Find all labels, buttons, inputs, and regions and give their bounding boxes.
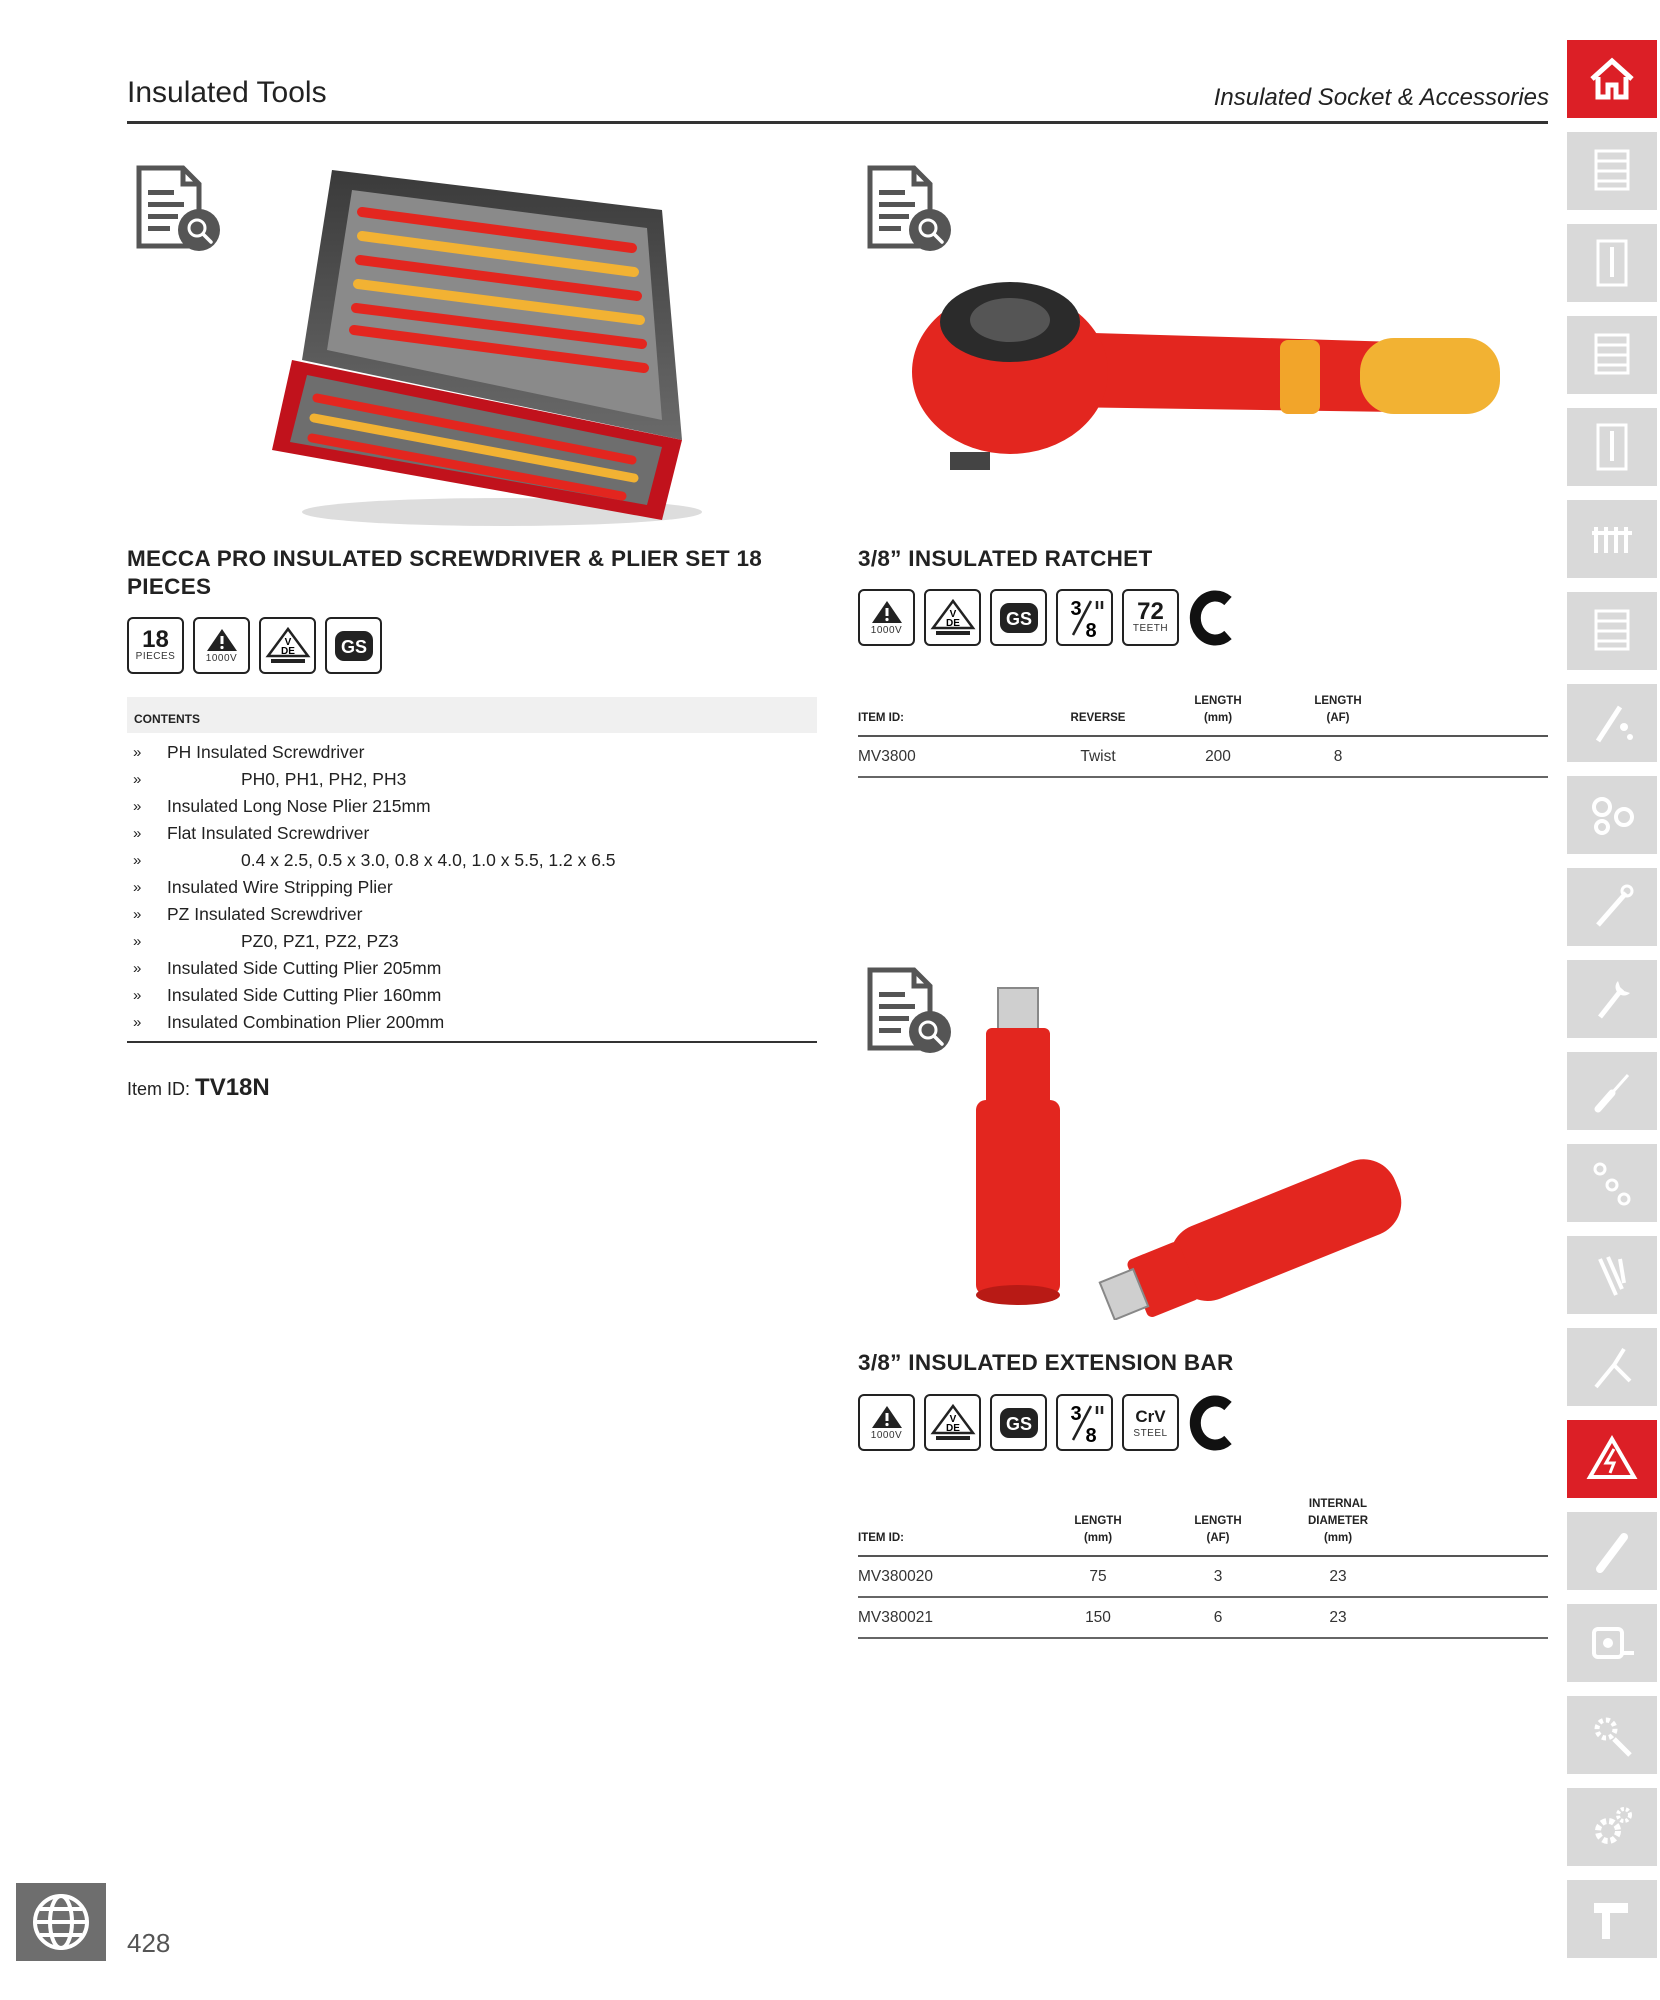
sidebar-item-tool-chest[interactable] bbox=[1567, 592, 1657, 670]
product-title: MECCA PRO INSULATED SCREWDRIVER & PLIER SET 18 PIECES bbox=[127, 546, 763, 599]
column-header: LENGTH (mm) bbox=[1158, 693, 1278, 736]
voltage-badge: 1000V bbox=[858, 589, 915, 646]
column-header: LENGTH (AF) bbox=[1158, 1496, 1278, 1556]
teeth-badge: 72 TEETH bbox=[1122, 589, 1179, 646]
sidebar-item-tool-trolley[interactable] bbox=[1567, 316, 1657, 394]
product-title: 3/8” INSULATED RATCHET bbox=[858, 546, 1153, 571]
fraction-mark-icon bbox=[1063, 595, 1107, 641]
pieces-badge: 18 PIECES bbox=[127, 617, 184, 674]
air-tools-icon bbox=[1586, 1893, 1638, 1945]
ratchet-spec-table bbox=[858, 693, 1548, 778]
column-header: LENGTH (mm) bbox=[1038, 1496, 1158, 1556]
sidebar-item-ratchet-wrench[interactable] bbox=[1567, 684, 1657, 762]
gs-mark-icon bbox=[332, 626, 376, 666]
item-id-cell: MV380020 bbox=[858, 1556, 1038, 1597]
product-details-icon[interactable] bbox=[864, 164, 956, 256]
sidebar-item-socket-set[interactable] bbox=[1567, 776, 1657, 854]
ratchet-wrench-icon bbox=[1586, 697, 1638, 749]
sidebar-item-insulated-tools[interactable] bbox=[1567, 1420, 1657, 1498]
c-logo-icon bbox=[1188, 1394, 1236, 1451]
gs-badge bbox=[325, 617, 382, 674]
list-item: » PZ0, PZ1, PZ2, PZ3 bbox=[133, 931, 399, 951]
sidebar-item-screwdriver[interactable] bbox=[1567, 1052, 1657, 1130]
sidebar-item-tape-measure[interactable] bbox=[1567, 1604, 1657, 1682]
header-divider bbox=[127, 121, 1548, 124]
list-item: » Insulated Long Nose Plier 215mm bbox=[133, 796, 431, 816]
contents-divider bbox=[127, 1041, 817, 1043]
website-link[interactable] bbox=[16, 1883, 106, 1961]
contents-header-bar bbox=[127, 697, 817, 733]
list-item: » Insulated Combination Plier 200mm bbox=[133, 1012, 445, 1032]
list-item: » PZ Insulated Screwdriver bbox=[133, 904, 363, 924]
reverse-cell: Twist bbox=[1038, 736, 1158, 777]
sidebar-item-gear-tools[interactable] bbox=[1567, 1696, 1657, 1774]
svg-text:DE: DE bbox=[945, 617, 960, 629]
vde-badge bbox=[259, 617, 316, 674]
column-header: INTERNAL DIAMETER (mm) bbox=[1278, 1496, 1398, 1556]
vde-mark-icon bbox=[265, 626, 311, 666]
contents-label: CONTENTS bbox=[134, 712, 200, 726]
sidebar-item-multitool[interactable] bbox=[1567, 1236, 1657, 1314]
column-header: LENGTH (AF) bbox=[1278, 693, 1398, 736]
drive-size-badge bbox=[1056, 589, 1113, 646]
sidebar-item-wrench[interactable] bbox=[1567, 868, 1657, 946]
list-item: » 0.4 x 2.5, 0.5 x 3.0, 0.8 x 4.0, 1.0 x 5.5, 1.2 x 6.5 bbox=[133, 850, 616, 870]
list-item: » Insulated Side Cutting Plier 205mm bbox=[133, 958, 442, 978]
sidebar-item-tool-tray[interactable] bbox=[1567, 224, 1657, 302]
table-row bbox=[858, 736, 1548, 777]
multitool-icon bbox=[1586, 1249, 1638, 1301]
warning-icon bbox=[205, 627, 239, 653]
svg-text:V: V bbox=[949, 608, 956, 620]
product-title: 3/8” INSULATED EXTENSION BAR bbox=[858, 1350, 1234, 1375]
c-logo-icon bbox=[1188, 589, 1236, 646]
fraction-mark-icon bbox=[1063, 1400, 1107, 1446]
svg-text:GS: GS bbox=[1005, 1413, 1032, 1434]
svg-text:DE: DE bbox=[945, 1422, 960, 1434]
svg-text:GS: GS bbox=[1005, 608, 1032, 629]
socket-set-icon bbox=[1586, 789, 1638, 841]
column-header: REVERSE bbox=[1038, 693, 1158, 736]
sidebar-item-pliers[interactable] bbox=[1567, 1328, 1657, 1406]
item-id: Item ID: TV18N bbox=[127, 1074, 270, 1101]
voltage-badge: 1000V bbox=[858, 1394, 915, 1451]
svg-text:GS: GS bbox=[340, 636, 367, 657]
warning-icon bbox=[870, 1404, 904, 1430]
item-id-cell: MV380021 bbox=[858, 1597, 1038, 1638]
contents-list bbox=[127, 742, 817, 1039]
globe-icon bbox=[31, 1892, 91, 1952]
length-mm-cell: 75 bbox=[1038, 1556, 1158, 1597]
crv-steel-badge: CrV STEEL bbox=[1122, 1394, 1179, 1451]
svg-text:8: 8 bbox=[1084, 619, 1097, 641]
bits-icon bbox=[1586, 1157, 1638, 1209]
gear-tools-icon bbox=[1586, 1709, 1638, 1761]
wrench-icon bbox=[1586, 881, 1638, 933]
screwdriver-plier-set-image bbox=[262, 160, 742, 532]
length-mm-cell: 200 bbox=[1158, 736, 1278, 777]
gs-mark-icon bbox=[997, 598, 1041, 638]
vde-badge bbox=[924, 589, 981, 646]
gs-badge bbox=[990, 1394, 1047, 1451]
length-af-cell: 6 bbox=[1158, 1597, 1278, 1638]
insulated-tools-icon bbox=[1586, 1433, 1638, 1485]
length-af-cell: 8 bbox=[1278, 736, 1398, 777]
table-row bbox=[858, 1597, 1548, 1638]
sidebar-item-home[interactable] bbox=[1567, 40, 1657, 118]
column-header: ITEM ID: bbox=[858, 693, 1038, 736]
item-id-cell: MV3800 bbox=[858, 736, 1038, 777]
sidebar-item-bits[interactable] bbox=[1567, 1144, 1657, 1222]
sidebar-item-cutter[interactable] bbox=[1567, 1512, 1657, 1590]
list-item: » Insulated Side Cutting Plier 160mm bbox=[133, 985, 442, 1005]
list-item: » PH0, PH1, PH2, PH3 bbox=[133, 769, 407, 789]
tool-cabinet-icon bbox=[1586, 145, 1638, 197]
sidebar-item-air-tools[interactable] bbox=[1567, 1880, 1657, 1958]
tool-trolley-icon bbox=[1586, 329, 1638, 381]
product-details-icon[interactable] bbox=[864, 966, 956, 1058]
list-item: » PH Insulated Screwdriver bbox=[133, 742, 365, 762]
drive-size-badge bbox=[1056, 1394, 1113, 1451]
sidebar-item-sockets[interactable] bbox=[1567, 500, 1657, 578]
diameter-cell: 23 bbox=[1278, 1556, 1398, 1597]
page-number: 428 bbox=[127, 1928, 171, 1958]
vde-mark-icon bbox=[930, 598, 976, 638]
ratchet-image bbox=[900, 262, 1510, 482]
vde-mark-icon bbox=[930, 1403, 976, 1443]
svg-text:V: V bbox=[949, 1413, 956, 1425]
sockets-icon bbox=[1586, 513, 1638, 565]
sidebar-item-workshop-gear[interactable] bbox=[1567, 1788, 1657, 1866]
svg-text:V: V bbox=[284, 636, 291, 648]
section-title: Insulated Tools bbox=[127, 76, 327, 109]
subsection-title: Insulated Socket & Accessories bbox=[1213, 84, 1549, 111]
spanner-icon bbox=[1586, 973, 1638, 1025]
sidebar-item-spanner[interactable] bbox=[1567, 960, 1657, 1038]
list-item: » Insulated Wire Stripping Plier bbox=[133, 877, 393, 897]
product-details-icon[interactable] bbox=[133, 164, 225, 256]
svg-text:3: 3 bbox=[1069, 597, 1082, 620]
list-item: » Flat Insulated Screwdriver bbox=[133, 823, 370, 843]
vde-badge bbox=[924, 1394, 981, 1451]
svg-text:3: 3 bbox=[1069, 1402, 1082, 1425]
screwdriver-icon bbox=[1586, 1065, 1638, 1117]
ratchet-badges bbox=[858, 589, 1236, 646]
table-row bbox=[858, 1556, 1548, 1597]
workshop-gear-icon bbox=[1586, 1801, 1638, 1853]
pliers-icon bbox=[1586, 1341, 1638, 1393]
voltage-badge: 1000V bbox=[193, 617, 250, 674]
svg-text:DE: DE bbox=[280, 645, 295, 657]
extension-spec-table bbox=[858, 1496, 1548, 1639]
length-af-cell: 3 bbox=[1158, 1556, 1278, 1597]
svg-text:8: 8 bbox=[1084, 1424, 1097, 1446]
cutter-icon bbox=[1586, 1525, 1638, 1577]
extension-badges bbox=[858, 1394, 1236, 1451]
tool-tray-alt-icon bbox=[1586, 421, 1638, 473]
column-header: ITEM ID: bbox=[858, 1496, 1038, 1556]
gs-mark-icon bbox=[997, 1403, 1041, 1443]
warning-icon bbox=[870, 599, 904, 625]
set-badges bbox=[127, 617, 382, 674]
home-icon bbox=[1586, 53, 1638, 105]
sidebar-item-tool-cabinet[interactable] bbox=[1567, 132, 1657, 210]
tool-tray-icon bbox=[1586, 237, 1638, 289]
tool-chest-icon bbox=[1586, 605, 1638, 657]
tape-measure-icon bbox=[1586, 1617, 1638, 1669]
extension-bar-image bbox=[960, 980, 1440, 1320]
gs-badge bbox=[990, 589, 1047, 646]
length-mm-cell: 150 bbox=[1038, 1597, 1158, 1638]
sidebar-item-tool-tray-alt[interactable] bbox=[1567, 408, 1657, 486]
diameter-cell: 23 bbox=[1278, 1597, 1398, 1638]
